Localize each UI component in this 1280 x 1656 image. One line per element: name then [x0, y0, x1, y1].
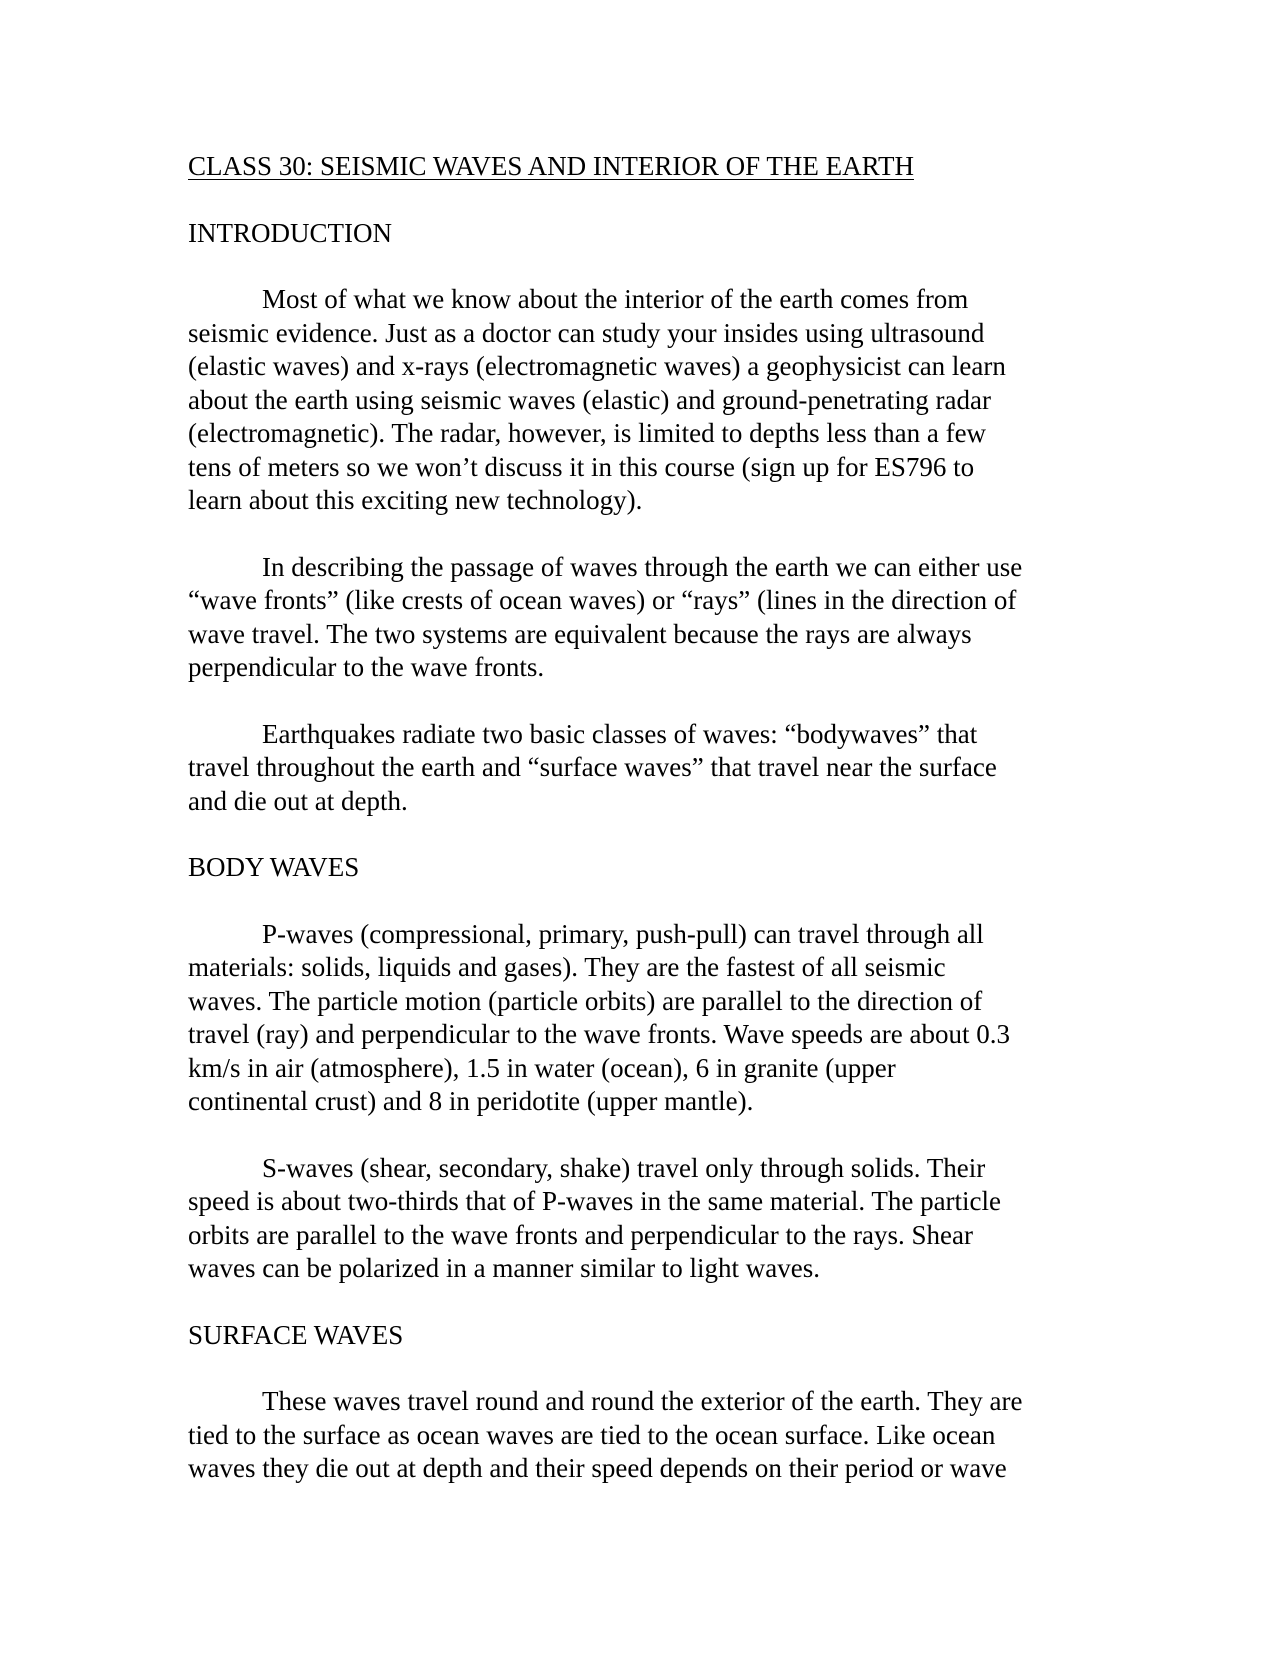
- paragraph-intro-wave-classes: [188, 718, 1108, 819]
- document-body: [188, 150, 1108, 1519]
- text-line: wave travel. The two systems are equivalent because the rays are always: [188, 618, 972, 649]
- text-line: tens of meters so we won’t discuss it in this course (sign up for ES796 to: [188, 451, 975, 482]
- text-line: waves they die out at depth and their speed depends on their period or wave: [188, 1453, 1007, 1483]
- text-line: (elastic waves) and x-rays (electromagnetic waves) a geophysicist can learn: [188, 351, 1006, 381]
- paragraph-surface-waves: [188, 1385, 1108, 1486]
- text-line: tied to the surface as ocean waves are tied to the ocean surface. Like ocean: [188, 1419, 996, 1450]
- section-heading-surface-waves: SURFACE WAVES: [188, 1319, 404, 1350]
- text-line: P-waves (compressional, primary, push-pull) can travel through all: [262, 918, 984, 949]
- text-line: Earthquakes radiate two basic classes of waves: “bodywaves” that: [262, 718, 978, 749]
- text-line: Most of what we know about the interior of the earth comes from: [262, 284, 969, 314]
- text-line: waves. The particle motion (particle orbits) are parallel to the direction of: [188, 985, 983, 1016]
- paragraph-p-waves: [188, 918, 1108, 1119]
- text-line: km/s in air (atmosphere), 1.5 in water (ocean), 6 in granite (upper: [188, 1052, 896, 1083]
- text-line: speed is about two-thirds that of P-waves in the same material. The particle: [188, 1186, 1002, 1216]
- text-line: materials: solids, liquids and gases). They are the fastest of all seismic: [188, 952, 946, 982]
- document-title: CLASS 30: SEISMIC WAVES AND INTERIOR OF THE EARTH: [188, 151, 914, 181]
- text-line: learn about this exciting new technology).: [188, 485, 643, 515]
- text-line: about the earth using seismic waves (elastic) and ground-penetrating radar: [188, 384, 991, 415]
- section-heading-introduction: INTRODUCTION: [188, 217, 392, 248]
- text-line: and die out at depth.: [188, 785, 408, 816]
- paragraph-intro-wave-fronts: [188, 551, 1108, 685]
- paragraph-intro-seismic-evidence: [188, 283, 1108, 518]
- text-line: These waves travel round and round the exterior of the earth. They are: [262, 1386, 1023, 1416]
- text-line: travel (ray) and perpendicular to the wave fronts. Wave speeds are about 0.3: [188, 1019, 1010, 1049]
- text-line: orbits are parallel to the wave fronts and perpendicular to the rays. Shear: [188, 1219, 973, 1250]
- text-line: seismic evidence. Just as a doctor can study your insides using ultrasound: [188, 317, 985, 348]
- text-line: waves can be polarized in a manner similar to light waves.: [188, 1253, 821, 1283]
- section-heading-body-waves: BODY WAVES: [188, 852, 360, 882]
- text-line: perpendicular to the wave fronts.: [188, 652, 545, 682]
- text-line: S-waves (shear, secondary, shake) travel only through solids. Their: [262, 1152, 986, 1183]
- text-line: travel throughout the earth and “surface waves” that travel near the surface: [188, 752, 997, 782]
- text-line: (electromagnetic). The radar, however, is limited to depths less than a few: [188, 418, 987, 448]
- text-line: “wave fronts” (like crests of ocean waves) or “rays” (lines in the direction of: [188, 585, 1017, 615]
- paragraph-s-waves: [188, 1152, 1108, 1286]
- text-line: In describing the passage of waves through the earth we can either use: [262, 551, 1023, 582]
- text-line: continental crust) and 8 in peridotite (upper mantle).: [188, 1086, 754, 1116]
